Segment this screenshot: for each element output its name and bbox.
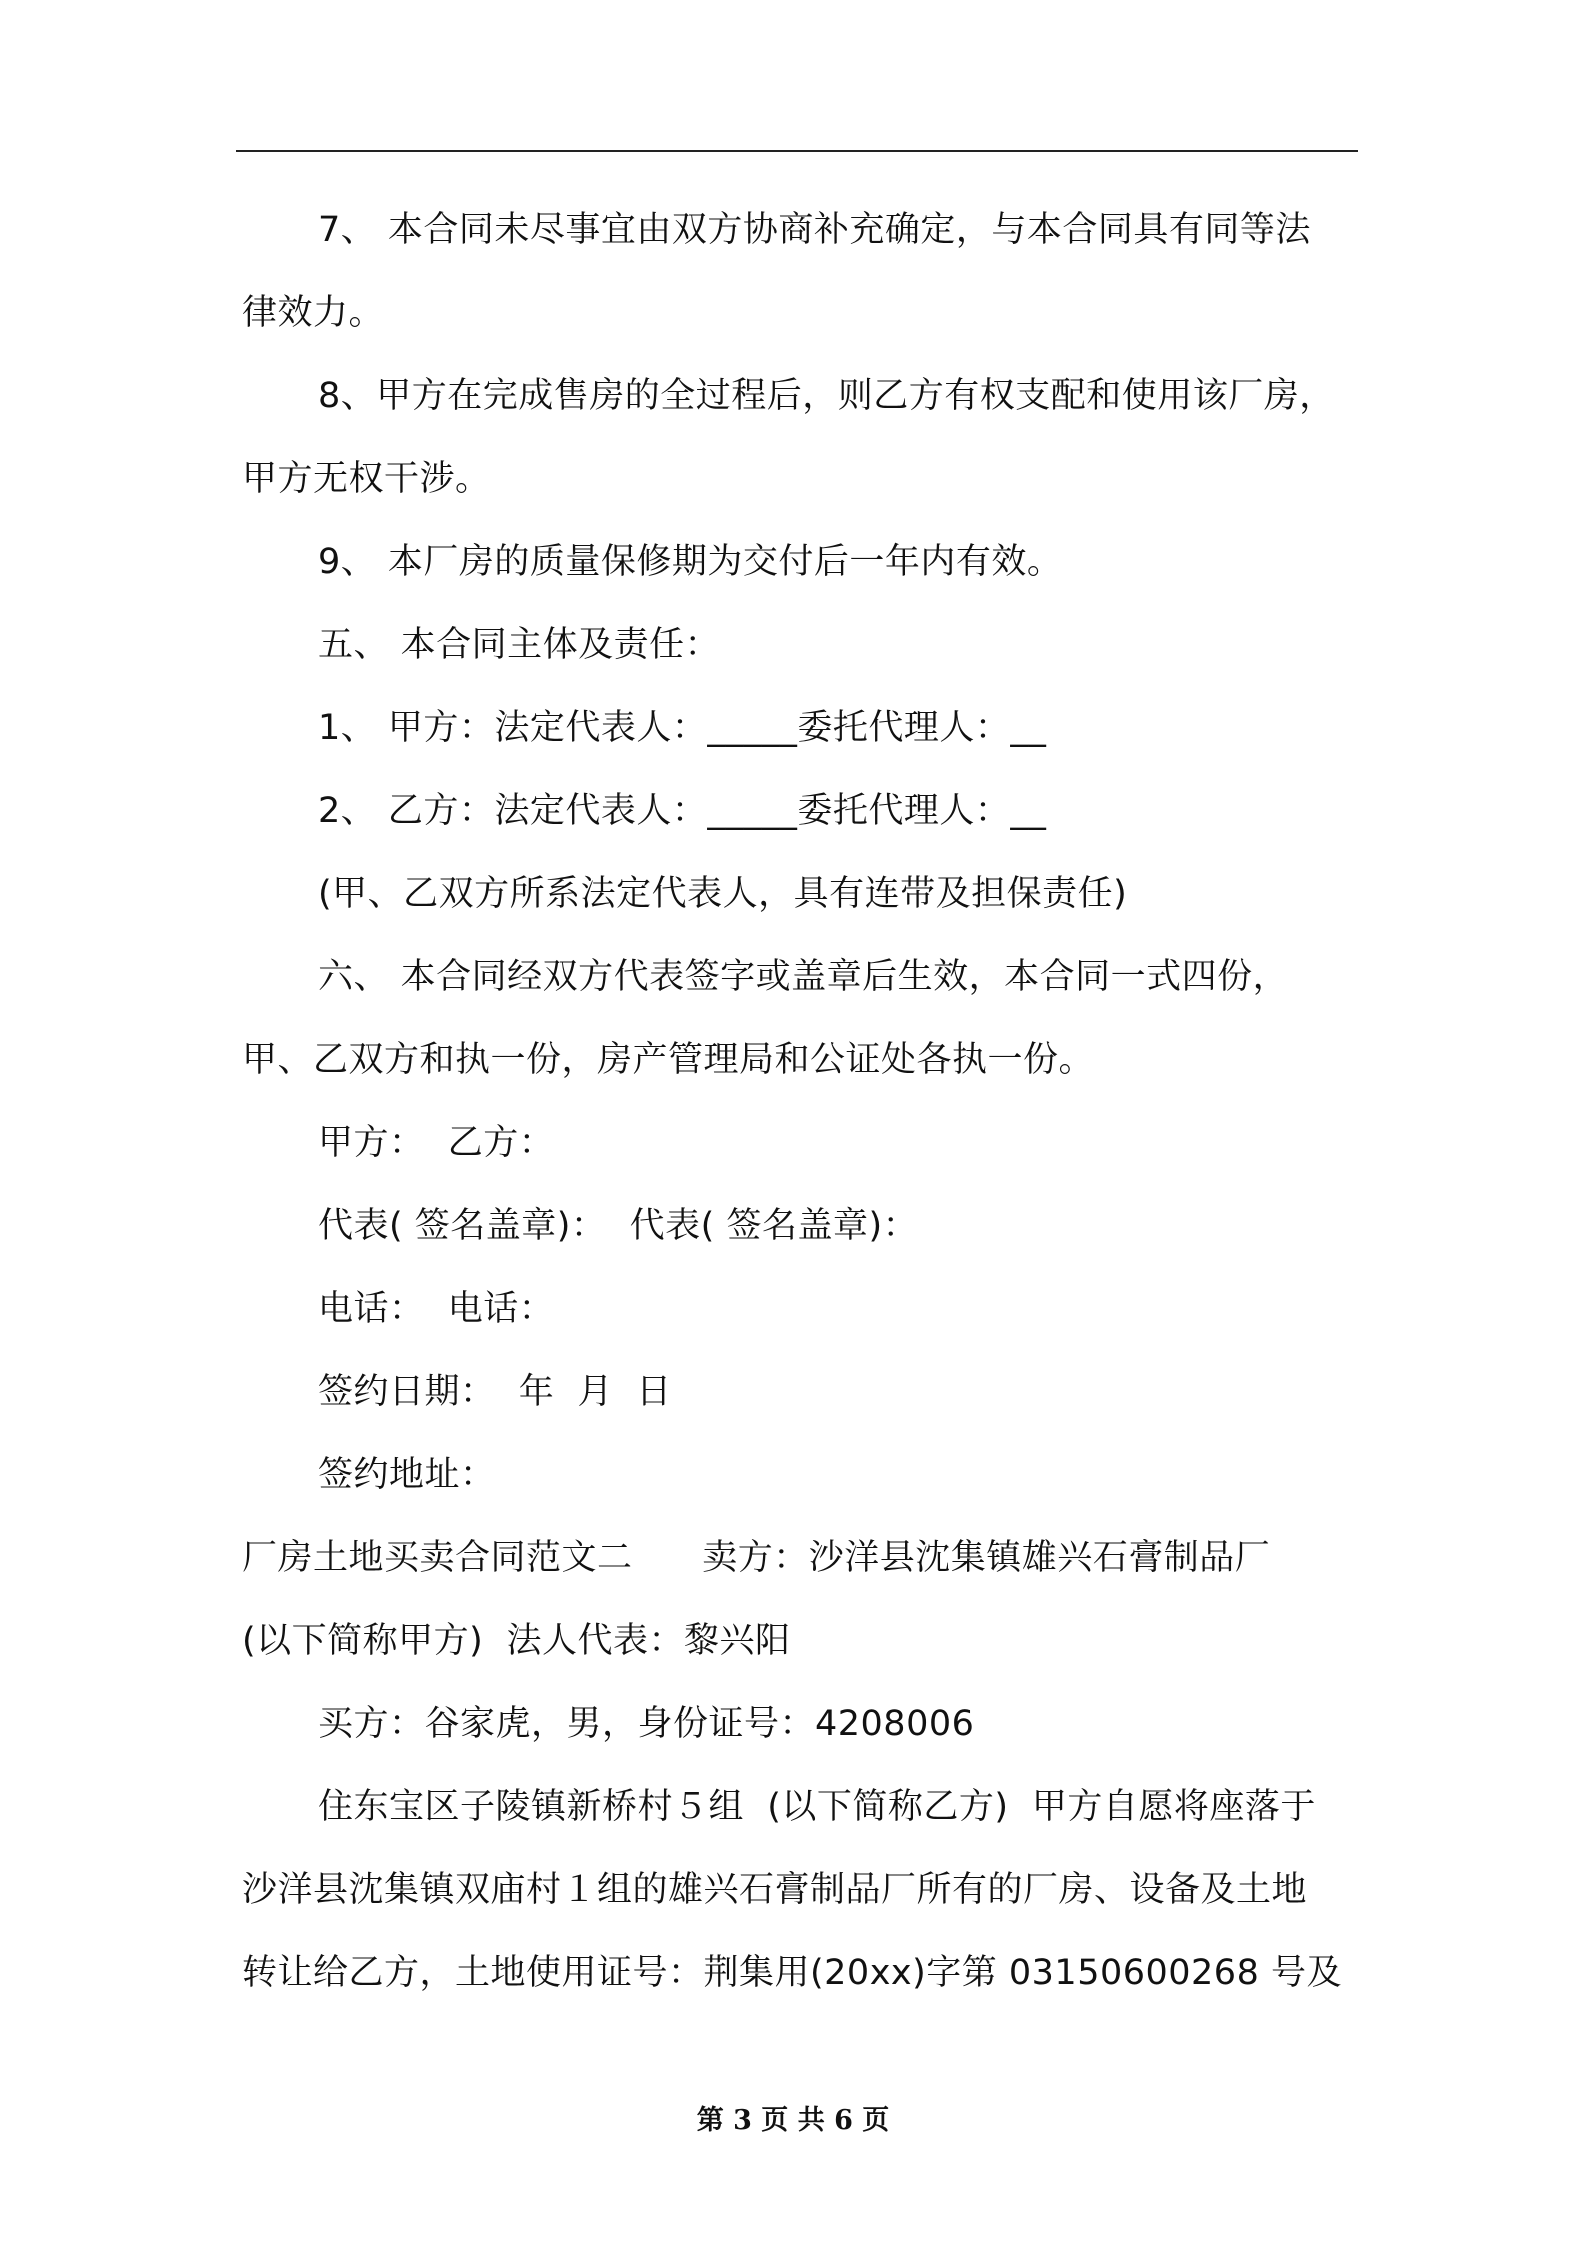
seller-legal-rep: (以下简称甲方) 法人代表：黎兴阳 — [242, 1621, 791, 1661]
clause-7-line-1: 7、 本合同未尽事宜由双方协商补充确定，与本合同具有同等法 — [318, 210, 1311, 250]
clause-7-line-2: 律效力。 — [242, 293, 385, 333]
contract-2-title-seller: 厂房土地买卖合同范文二 卖方：沙洋县沈集镇雄兴石膏制品厂 — [242, 1538, 1271, 1578]
land-certificate-line: 转让给乙方，土地使用证号：荆集用(20xx)字第 03150600268 号及 — [242, 1953, 1342, 1993]
party-b-representative: 2、 乙方：法定代表人：_____委托代理人：__ — [318, 791, 1047, 831]
section-6-line-2: 甲、乙双方和执一份，房产管理局和公证处各执一份。 — [242, 1040, 1095, 1080]
section-5-heading: 五、 本合同主体及责任： — [318, 625, 721, 665]
clause-8-line-1: 8、甲方在完成售房的全过程后，则乙方有权支配和使用该厂房， — [318, 376, 1335, 416]
buyer-address-line: 住东宝区子陵镇新桥村５组 (以下简称乙方) 甲方自愿将座落于 — [318, 1787, 1316, 1827]
clause-9: 9、 本厂房的质量保修期为交付后一年内有效。 — [318, 542, 1063, 582]
liability-note: (甲、乙双方所系法定代表人，具有连带及担保责任) — [318, 874, 1128, 914]
section-6-line-1: 六、 本合同经双方代表签字或盖章后生效，本合同一式四份， — [318, 957, 1289, 997]
page-number: 第 3 页 共 6 页 — [696, 2105, 890, 2136]
phone-fields: 电话： 电话： — [318, 1289, 555, 1329]
representatives-signature: 代表( 签名盖章)： 代表( 签名盖章)： — [318, 1206, 919, 1246]
signing-address: 签约地址： — [318, 1455, 496, 1495]
parties-signature: 甲方： 乙方： — [318, 1123, 555, 1163]
header-rule — [236, 150, 1358, 152]
signing-date: 签约日期： 年 月 日 — [318, 1372, 672, 1412]
property-location-line: 沙洋县沈集镇双庙村１组的雄兴石膏制品厂所有的厂房、设备及土地 — [242, 1870, 1308, 1910]
party-a-representative: 1、 甲方：法定代表人：_____委托代理人：__ — [318, 708, 1047, 748]
clause-8-line-2: 甲方无权干涉。 — [242, 459, 491, 499]
buyer-info: 买方：谷家虎，男，身份证号：4208006 — [318, 1704, 975, 1744]
